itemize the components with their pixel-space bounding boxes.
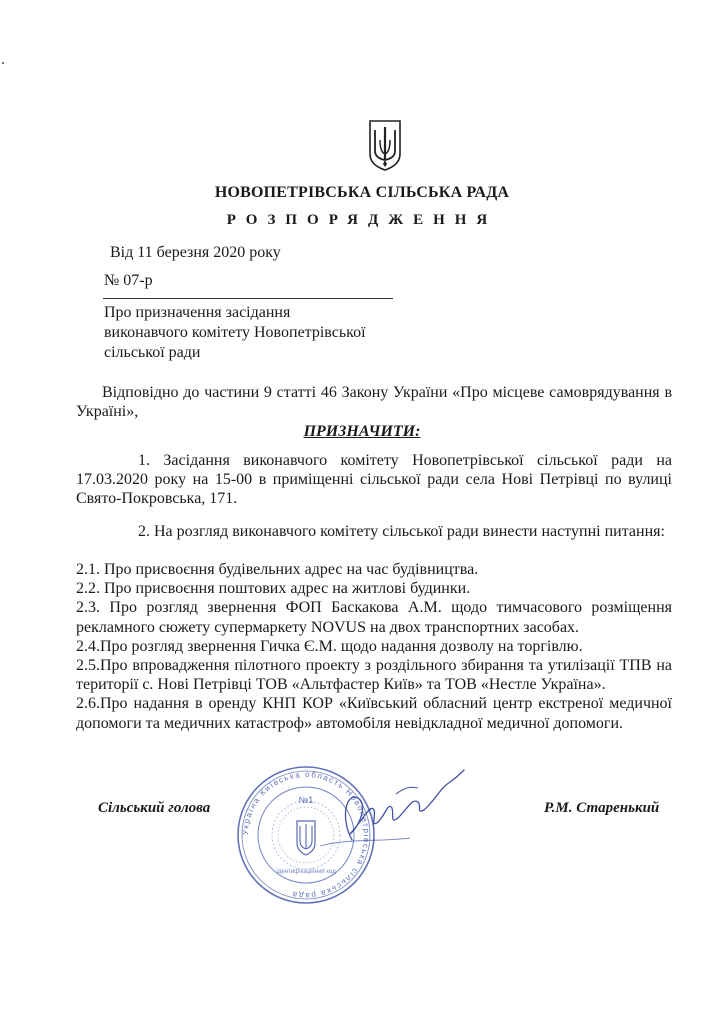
trident-coat-of-arms-icon: [367, 118, 403, 172]
decree-heading: ПРИЗНАЧИТИ:: [303, 423, 421, 440]
agenda-item: 2.6.Про надання в оренду КНП КОР «Київський обласний центр екстреної медичної допомоги та медичних катастроф» автомобіля невідкладної медичної допомоги.: [76, 695, 672, 732]
subject-line: сільської ради: [104, 344, 201, 361]
legal-basis-paragraph: Відповідно до частини 9 статті 46 Закону України «Про місцеве самоврядування в Україні»,: [76, 384, 672, 420]
subject-line: виконавчого комітету Новопетрівської: [104, 324, 366, 341]
scan-mark: [2, 62, 4, 64]
subject-block: [104, 303, 424, 363]
svg-text:Ідентифікаційний код: Ідентифікаційний код: [276, 869, 336, 875]
subject-line: Про призначення засідання: [104, 304, 291, 321]
document-number: № 07-р: [104, 272, 153, 289]
svg-text:Україна Київська область Новоп: Україна Київська область Новопетрівська сільська рада: [240, 769, 372, 901]
document-date: Від 11 березня 2020 року: [110, 244, 281, 261]
document-type: РОЗПОРЯДЖЕННЯ: [226, 212, 498, 228]
agenda-item: 2.2. Про присвоєння поштових адрес на житлові будинки.: [76, 580, 471, 598]
signatory-name: Р.М. Старенький: [544, 800, 660, 816]
agenda-item: 2.1. Про присвоєння будівельних адрес на час будівництва.: [76, 561, 479, 578]
point-1-paragraph: 1. Засідання виконавчого комітету Новопетрівської сільської ради на 17.03.2020 року на 15-00 в приміщенні сільської ради села Нові Петрівці по вулиці Свято-Покровська, 171.: [76, 452, 672, 507]
organization-name: НОВОПЕТРІВСЬКА СІЛЬСЬКА РАДА: [214, 184, 510, 201]
handwritten-signature: [300, 758, 480, 858]
agenda-item: 2.5.Про впровадження пілотного проекту з роздільного збирання та утилізації ТПВ на території с. Нові Петрівці ТОВ «Альтфастер Київ» та ТОВ «Нестле Україна».: [76, 657, 672, 694]
svg-text:№1: №1: [298, 795, 314, 805]
agenda-item: 2.3. Про розгляд звернення ФОП Баскакова А.М. щодо тимчасового розміщення рекламного сюжету супермаркету NOVUS на двох транспортних засобах.: [76, 599, 672, 636]
agenda-item: 2.4.Про розгляд звернення Гичка Є.М. щодо надання дозволу на торгівлю.: [76, 637, 583, 655]
divider: [103, 298, 393, 299]
point-2-paragraph: 2. На розгляд виконавчого комітету сільської ради винести наступні питання:: [138, 523, 665, 540]
agenda-list: [76, 560, 672, 733]
signatory-title: Сільський голова: [98, 800, 211, 816]
